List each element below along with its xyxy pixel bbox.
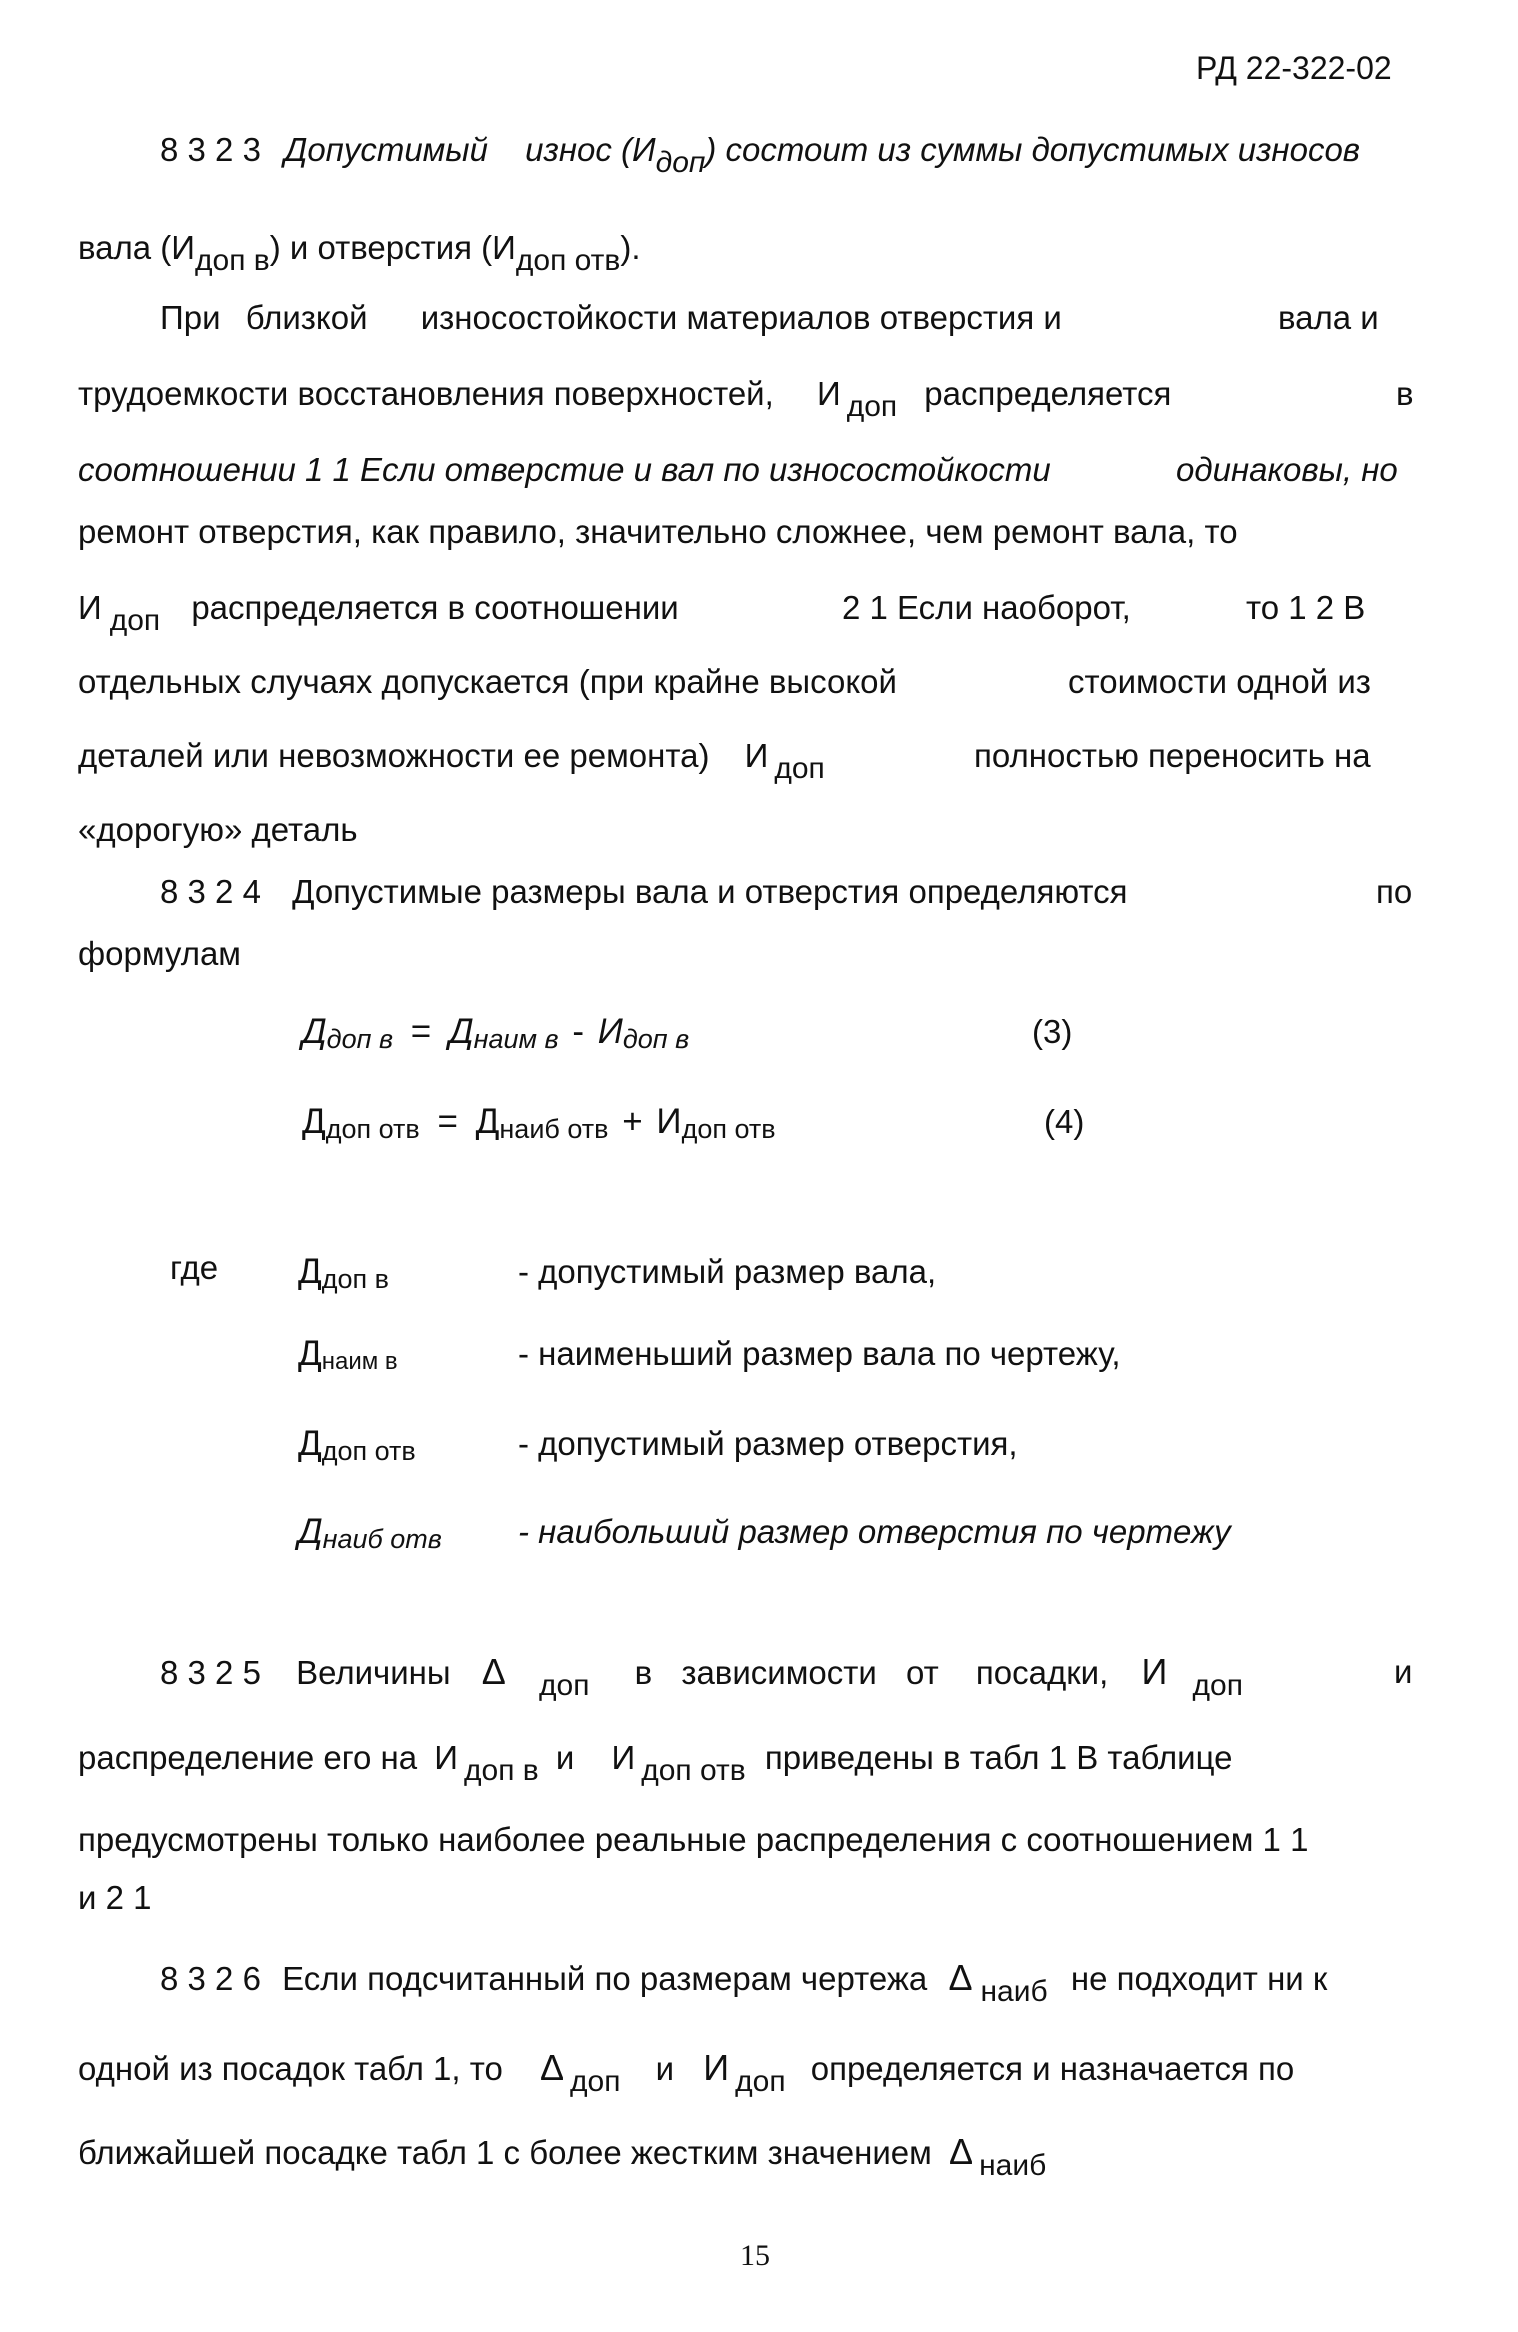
paragraph-8325-line-4: и 2 1 (78, 1879, 152, 1916)
paragraph-8324-line-1: 8 3 2 4 Допустимые размеры вала и отверстия определяются (160, 873, 1128, 910)
paragraph-2-line-6: отдельных случаях допускается (при крайне высокой (78, 663, 897, 700)
where-label: где (170, 1249, 219, 1286)
section-number: 8 3 2 6 (160, 1960, 261, 1997)
formula-4: Ддоп отв = Днаиб отв + Идоп отв (302, 1102, 776, 1144)
where-description: - допустимый размер вала, (518, 1253, 937, 1290)
paragraph-2-line-4: ремонт отверстия, как правило, значительно сложнее, чем ремонт вала, то (78, 513, 1238, 550)
document-page: РД 22-322-02 8 3 2 3 Допустимый износ (Идоп) состоит из суммы допустимых износов вала (Идоп в) и отверстия (Идоп отв). При близкой износостойкости материалов отверстия и вала и трудоемкости восстановления поверхностей, И доп распределяется в соотношении 1 1 Если отверстие и вал по износостойкости одинаковы, но ремонт отверстия, как правило, значительно сложнее, чем ремонт вала, то И доп распределяется в соотношении 2 1 Если наоборот, то 1 2 В отдельных случаях допускается (при крайне высокой стоимости одной из деталей или невозможности ее ремонта) И доп полностью переносить на «дорогую» деталь 8 3 2 4 Допустимые размеры вала и отверстия определяются по формулам Ддоп в = Днаим в - Идоп в (3) Ддоп отв = Днаиб отв + Идоп отв (4) где Ддоп в - допустимый размер вала, Днаим в - наименьший размер вала по чертежу, Ддоп отв - допустимый размер отверстия, Днаиб отв - наибольший размер отверстия по чертежу 8 3 2 5 Величины Δ доп в зависимости от посадки, И доп и распределение его на И доп в и И доп отв приведены в табл 1 В таблице предусмотрены только наиболее реальные распределения с соотношением 1 1 и 2 1 8 3 2 6 Если подсчитанный по размерам чертежа Δ наиб не подходит ни к одной из посадок табл 1, то Δ доп и И доп определяется и назначается по ближайшей посадке табл 1 с более жестким значением Δ наиб 15 (0, 0, 1518, 2332)
formula-3-number: (3) (1032, 1013, 1073, 1050)
section-number: 8 3 2 3 (160, 131, 261, 168)
paragraph-8323-line-2: вала (Идоп в) и отверстия (Идоп отв). (78, 229, 641, 277)
where-symbol: Ддоп в (298, 1252, 389, 1294)
paragraph-8324-line-2: формулам (78, 935, 241, 972)
where-symbol: Днаим в (298, 1334, 398, 1375)
paragraph-8325-line-1: 8 3 2 5 Величины Δ доп в зависимости от посадки, И доп (160, 1651, 1243, 1702)
paragraph-8325-line-3: предусмотрены только наиболее реальные распределения с соотношением 1 1 (78, 1821, 1309, 1858)
paragraph-2-line-1: При близкой износостойкости материалов отверстия и (160, 299, 1062, 336)
formula-3: Ддоп в = Днаим в - Идоп в (302, 1012, 690, 1054)
paragraph-2-line-7: деталей или невозможности ее ремонта) И доп (78, 737, 825, 785)
paragraph-2-line-3: соотношении 1 1 Если отверстие и вал по износостойкости (78, 451, 1051, 488)
page-number: 15 (740, 2239, 770, 2272)
paragraph-8323-line-1: 8 3 2 3 Допустимый износ (Идоп) состоит из суммы допустимых износов (160, 131, 1361, 179)
paragraph-8326-line-1: 8 3 2 6 Если подсчитанный по размерам чертежа Δ наиб не подходит ни к (160, 1957, 1328, 2008)
where-description: - наибольший размер отверстия по чертежу (518, 1513, 1231, 1550)
section-number: 8 3 2 5 (160, 1654, 261, 1691)
paragraph-2-line-2: трудоемкости восстановления поверхностей, И доп распределяется (78, 375, 1172, 423)
section-number: 8 3 2 4 (160, 873, 261, 910)
where-description: - допустимый размер отверстия, (518, 1425, 1018, 1462)
where-symbol: Ддоп отв (298, 1424, 416, 1466)
doc-code: РД 22-322-02 (1196, 50, 1392, 86)
where-symbol: Днаиб отв (298, 1512, 442, 1554)
paragraph-8326-line-2: одной из посадок табл 1, то Δ доп и И доп определяется и назначается по (78, 2047, 1295, 2098)
paragraph-8325-line-2: распределение его на И доп в и И доп отв приведены в табл 1 В таблице (78, 1739, 1233, 1787)
paragraph-2-line-8: «дорогую» деталь (78, 811, 358, 848)
where-description: - наименьший размер вала по чертежу, (518, 1335, 1121, 1372)
formula-4-number: (4) (1044, 1103, 1085, 1140)
paragraph-8326-line-3: ближайшей посадке табл 1 с более жестким значением Δ наиб (78, 2131, 1047, 2182)
paragraph-2-line-5: И доп распределяется в соотношении (78, 589, 679, 637)
